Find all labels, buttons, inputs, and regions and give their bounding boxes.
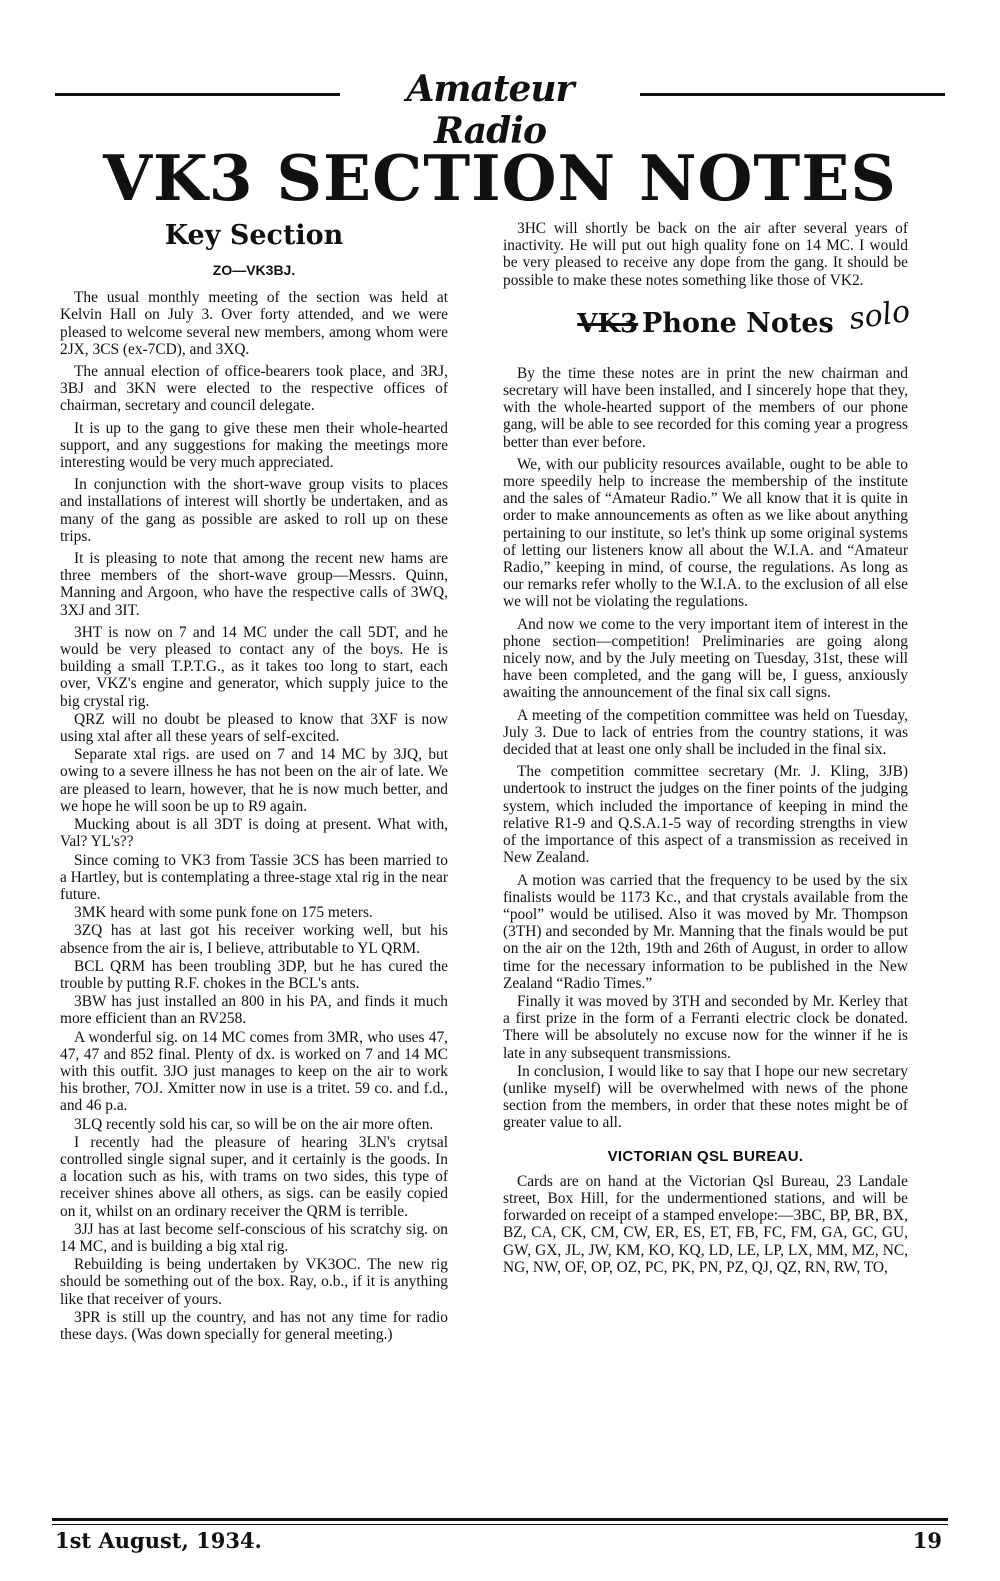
paragraph: 3MK heard with some punk fone on 175 meters. bbox=[74, 904, 373, 922]
paragraph: Finally it was moved by 3TH and seconded by Mr. Kerley that a first prize in the form of a Ferranti electric clock be donated. There will be absolutely no excuse now for the winner if he is late in any subsequent transmissions. bbox=[503, 992, 908, 1062]
masthead bbox=[55, 66, 945, 152]
paragraph: By the time these notes are in print the new chairman and secretary will have been installed, and I sincerely hope that they, with the whole-hearted support of the members of our phone gang, will be able to see recorded for this coming year a progress better than ever before. bbox=[503, 364, 908, 451]
paragraph: Separate xtal rigs. are used on 7 and 14 MC by 3JQ, but owing to a severe illness he has not been on the air of late. We are pleased to learn, however, that he is now much better, and we hope he will soon be up to R9 again. bbox=[60, 746, 448, 815]
qsl-bureau-heading: VICTORIAN QSL BUREAU. bbox=[607, 1147, 804, 1165]
phone-notes-heading bbox=[503, 293, 913, 351]
key-section-heading: Key Section bbox=[164, 220, 344, 251]
paragraph: I recently had the pleasure of hearing 3LN's crytsal controlled single signal super, and it certainly is the goods. In a location such as his, with trams on two sides, this type of receiver shines above all others, as sigs. can be easily copied on it, whilst on an ordinary receiver the QRM is terrible. bbox=[60, 1133, 448, 1220]
paragraph: BCL QRM has been troubling 3DP, but he has cured the trouble by putting R.F. chokes in the BCL's ants. bbox=[60, 957, 448, 992]
paragraph: 3BW has just installed an 800 in his PA, and finds it much more efficient than an RV258. bbox=[60, 993, 448, 1028]
page-number: 19 bbox=[912, 1528, 942, 1553]
amateur-radio-logo: Amateur Radio bbox=[406, 68, 574, 152]
issue-date: 1st August, 1934. bbox=[55, 1528, 262, 1553]
struck-prefix: VK3 bbox=[577, 308, 639, 339]
paragraph: Since coming to VK3 from Tassie 3CS has been married to a Hartley, but is contemplating a three-stage xtal rig in the near future. bbox=[60, 851, 448, 903]
masthead-rule-right bbox=[640, 93, 945, 96]
paragraph: And now we come to the very important item of interest in the phone section—competition! Preliminaries are going along nicely now, and by the July meeting on Tuesday, 31st, these will have been completed, and the gang will be, I guess, anxiously awaiting the announcement of the final six call signs. bbox=[503, 615, 908, 702]
paragraph: It is pleasing to note that among the recent new hams are three members of the short-wave group—Messrs. Quinn, Manning and Argoon, who have the respective calls of 3WQ, 3XJ and 3IT. bbox=[60, 550, 448, 619]
footer-rule-thin bbox=[52, 1524, 948, 1525]
paragraph: A meeting of the competition committee was held on Tuesday, July 3. Due to lack of entries from the country stations, it was decided that at least one only shall be included in the final six. bbox=[503, 706, 908, 759]
handwritten-annotation: solo bbox=[846, 293, 913, 337]
paragraph: We, with our publicity resources available, ought to be able to more speedily help to increase the membership of the institute and the sales of “Amateur Radio.” We all know that it is quite in order to make announcements as often as we like about anything pertaining to our institute, so let's think up some original systems of letting our listeners know all about the W.I.A. and “Amateur Radio,” keeping in mind, of course, the regulations. As long as our remarks refer wholly to the W.I.A. to the exclusion of all else we will not be violating the regulations. bbox=[503, 455, 908, 611]
phone-notes-title: Phone Notes bbox=[642, 307, 834, 339]
paragraph: 3LQ recently sold his car, so will be on the air more often. bbox=[74, 1115, 434, 1133]
paragraph: Mucking about is all 3DT is doing at present. What with, Val? YL's?? bbox=[60, 816, 448, 851]
footer-rule bbox=[52, 1518, 948, 1521]
paragraph: The annual election of office-bearers took place, and 3RJ, 3BJ and 3KN were elected to the respective offices of chairman, secretary and council delegate. bbox=[60, 363, 448, 415]
masthead-rule-left bbox=[55, 93, 340, 96]
paragraph: The competition committee secretary (Mr. J. Kling, 3JB) undertook to instruct the judges on the finer points of the judging system, which included the importance of keeping in mind the relative R1-9 and Q.S.A.1-5 way of recording strengths in view of the importance of this aspect of a transmission as received in New Zealand. bbox=[503, 763, 908, 867]
paragraph: 3HT is now on 7 and 14 MC under the call 5DT, and he would be very pleased to contact any of the boys. He is building a small T.P.T.G., as it takes too long to start, each over, VKZ's engine and generator, which supply juice to the big crystal rig. bbox=[60, 623, 448, 710]
paragraph: In conclusion, I would like to say that I hope our new secretary (unlike myself) will be overwhelmed with news of the phone section from the members, in order that these notes might be of greater value to all. bbox=[503, 1062, 908, 1132]
paragraph: 3PR is still up the country, and has not any time for radio these days. (Was down specially for general meeting.) bbox=[60, 1308, 448, 1343]
right-column bbox=[503, 220, 913, 1281]
paragraph: QRZ will no doubt be pleased to know that 3XF is now using xtal after all these years of self-excited. bbox=[60, 710, 448, 746]
paragraph: 3HC will shortly be back on the air after several years of inactivity. He will put out high quality fone on 14 MC. I would be very pleased to receive any dope from the gang. It should be possible to make these notes something like those of VK2. bbox=[503, 220, 908, 289]
left-column bbox=[60, 220, 448, 1344]
paragraph: It is up to the gang to give these men their whole-hearted support, and any suggestions for making the meetings more interesting would be very much appreciated. bbox=[60, 419, 448, 472]
paragraph: Rebuilding is being undertaken by VK3OC. The new rig should be something out of the box. Ray, o.b., if it is anything like that receiver of yours. bbox=[60, 1256, 448, 1308]
paragraph: In conjunction with the short-wave group visits to places and installations of interest will shortly be undertaken, and as many of the gang as possible are asked to roll up on these trips. bbox=[60, 476, 448, 545]
paragraph: 3ZQ has at last got his receiver working well, but his absence from the air is, I believe, attributable to YL QRM. bbox=[60, 922, 448, 957]
paragraph: The usual monthly meeting of the section was held at Kelvin Hall on July 3. Over forty attended, and we were pleased to welcome several new members, among whom were 2JX, 3CS (ex-7CD), and 3XQ. bbox=[60, 289, 448, 358]
paragraph: A wonderful sig. on 14 MC comes from 3MR, who uses 47, 47, 47 and 852 final. Plenty of dx. is worked on 7 and 14 MC with this outfit. 3JO just manages to keep on the air to work his brother, 7OJ. Xmitter now in use is a tritet. 59 co. and f.d., and 46 p.a. bbox=[60, 1028, 448, 1115]
qsl-bureau-body: Cards are on hand at the Victorian Qsl Bureau, 23 Landale street, Box Hill, for the undermentioned stations, and will be forwarded on receipt of a stamped envelope:—3BC, BP, BR, BX, BZ, CA, CK, CM, CW, ER, ES, ET, FB, FC, FM, GA, GC, GU, GW, GX, JL, JW, KM, KO, KQ, LD, LE, LP, LX, MM, MZ, NC, NG, NW, OF, OP, OZ, PC, PK, PN, PZ, QJ, QZ, RN, RW, TO, bbox=[503, 1172, 908, 1276]
key-section-byline: ZO—VK3BJ. bbox=[212, 262, 296, 278]
page-title: VK3 SECTION NOTES bbox=[103, 141, 897, 215]
paragraph: 3JJ has at last become self-conscious of his scratchy sig. on 14 MC, and is building a big xtal rig. bbox=[60, 1220, 448, 1255]
paragraph: A motion was carried that the frequency to be used by the six finalists would be 1173 Kc., and that crystals available from the “pool” would be utilised. Also it was moved by Mr. Thompson (3TH) and seconded by Mr. Manning that the finals would be put on the air on the 12th, 19th and 26th of August, in order to allow time for the necessary information to be published in the New Zealand “Radio Times.” bbox=[503, 871, 908, 992]
